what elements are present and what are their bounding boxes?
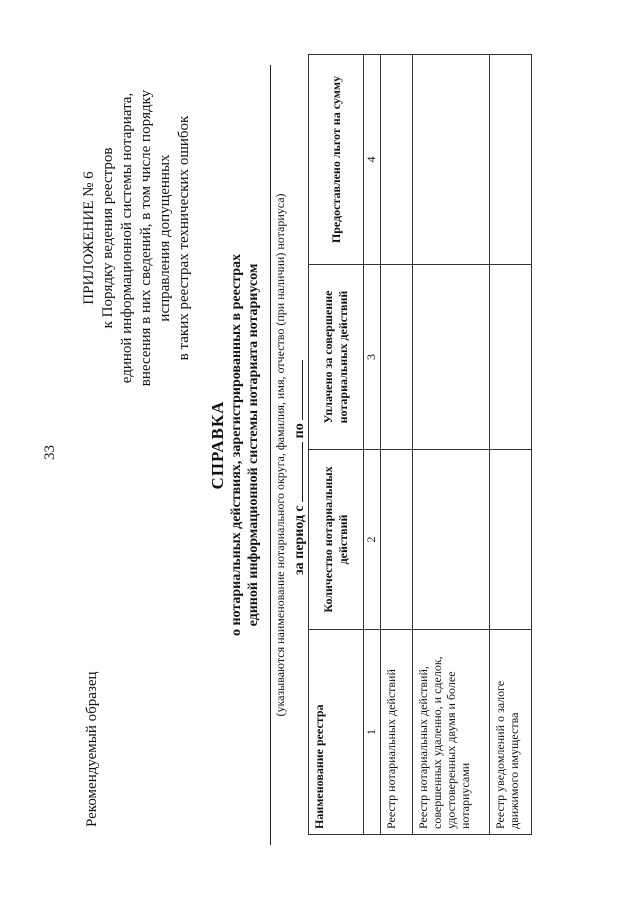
column-number: 2 [364,450,381,630]
appendix-line: внесения в них сведений, в том числе порядку [138,89,154,387]
empty-cell [490,55,532,265]
recommended-sample-label: Рекомендуемый образец [84,671,100,827]
appendix-line: к Порядку ведения реестров [100,147,116,329]
empty-cell [412,55,489,265]
table-row [412,55,489,835]
column-header: Количество нотариальных действий [309,450,364,630]
notary-note: (указываются наименование нотариального округа, фамилия, имя, отчество (при наличии) нотариуса) [270,65,288,845]
column-header: Предоставлено льгот на сумму [309,55,364,265]
empty-cell [490,265,532,450]
table-row [490,55,532,835]
empty-cell [412,450,489,630]
page-number: 33 [42,445,58,460]
title-main: СПРАВКА [208,400,227,490]
appendix-line: ПРИЛОЖЕНИЕ № 6 [81,171,97,305]
title-subline: единой информационной системы нотариата нотариусом [246,263,261,627]
registry-table [308,54,532,835]
period-to-blank [290,360,303,420]
column-number-row [364,55,381,835]
period-line [290,360,308,575]
table-header-row [309,55,364,835]
empty-cell [381,265,412,450]
empty-cell [381,450,412,630]
period-from-blank [290,442,303,502]
column-number: 4 [364,55,381,265]
empty-cell [412,265,489,450]
period-from-label: за период с [292,505,307,575]
column-header: Уплачено за совершение нотариальных действий [309,265,364,450]
registry-name: Реестр уведомлений о залоге движимого имущества [490,630,532,835]
title-subline: о нотариальных действиях, зарегистрированных в реестрах [229,253,244,637]
column-number: 1 [364,630,381,835]
empty-cell [490,450,532,630]
document-title [208,55,262,835]
table-row [381,55,412,835]
column-number: 3 [364,265,381,450]
column-header: Наименование реестра [309,630,364,835]
registry-name: Реестр нотариальных действий [381,630,412,835]
appendix-header [80,23,194,453]
appendix-line: единой информационной системы нотариата, [119,92,135,384]
period-to-label: по [292,423,307,439]
registry-name: Реестр нотариальных действий, совершенных удаленно, и сделок, удостоверенных двумя и более нотариусами [412,630,489,835]
appendix-line: в таких реестрах технических ошибок [176,115,192,361]
empty-cell [381,55,412,265]
appendix-line: исправления допущенных [157,154,173,322]
